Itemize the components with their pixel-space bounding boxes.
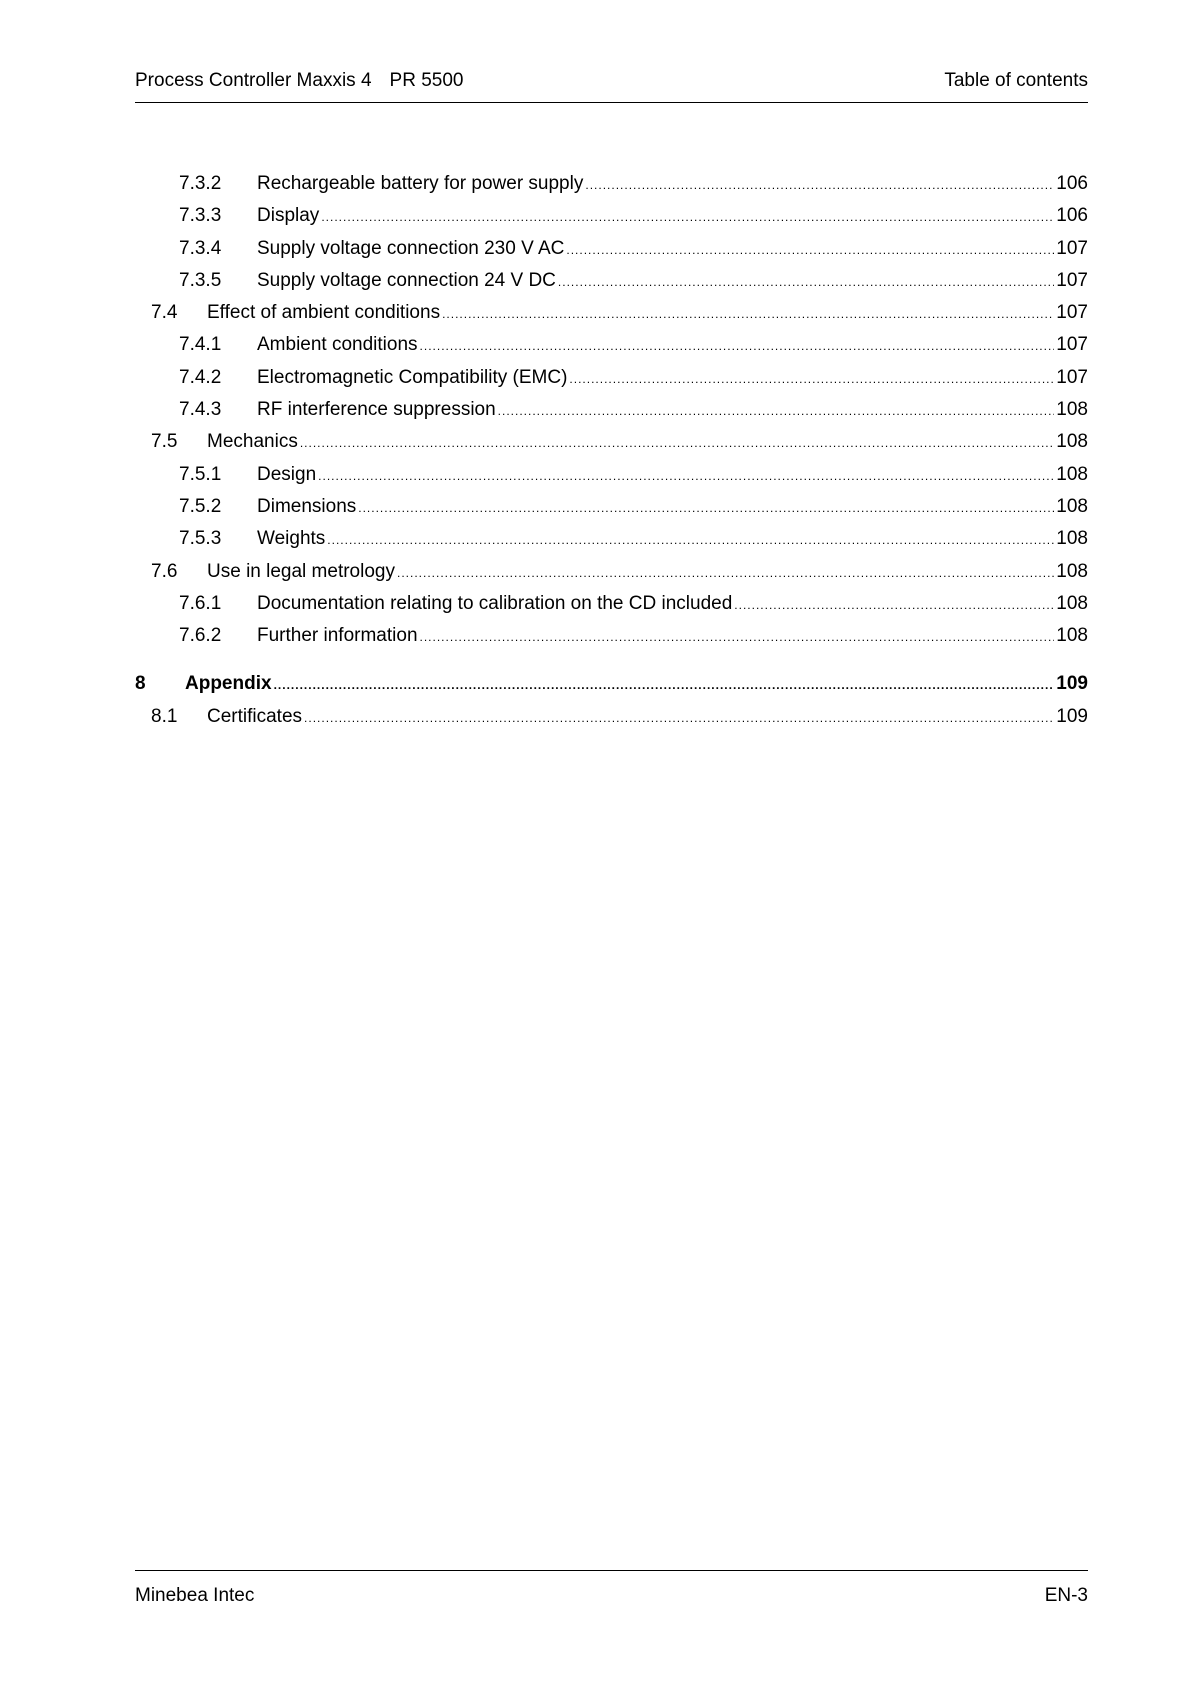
header-model: PR 5500 [389,70,464,91]
page-header [135,70,1088,103]
header-section: Table of contents [944,70,1088,91]
toc-entry-page: 106 [1056,205,1088,227]
toc-dot-leader [585,169,1054,201]
toc-entry-title: Rechargeable battery for power supply [257,173,584,194]
toc-entry-page: 108 [1056,495,1088,517]
toc-entry-line [257,620,1088,653]
toc-dot-leader [318,460,1054,492]
toc-dot-leader [420,330,1055,362]
toc-dot-leader [498,395,1055,427]
toc-entry-number: 7.6 [151,560,178,582]
toc-entry-number: 7.6.2 [179,625,222,647]
header-document-title [135,70,463,92]
toc-entry-line [257,233,1088,266]
toc-entry-line [257,329,1088,362]
toc-entry-title: Ambient conditions [257,334,418,356]
toc-entry-line [185,668,1088,701]
footer-company: Minebea Intec [135,1585,255,1606]
toc-dot-leader [300,427,1054,459]
toc-entry-number: 7.3.5 [179,269,222,291]
toc-dot-leader [274,669,1055,701]
toc-entry-title: Display [257,205,320,227]
toc-entry-title: Electromagnetic Compatibility (EMC) [257,366,568,388]
toc-dot-leader [558,266,1054,298]
toc-entry-page: 108 [1056,399,1088,421]
toc-entry-page: 109 [1056,673,1088,695]
toc-entry[interactable] [135,491,1088,523]
toc-entry-title: Further information [257,625,418,647]
toc-entry-title: Supply voltage connection 230 V AC [257,237,565,259]
toc-entry-line [257,168,1088,201]
toc-entry-number: 7.3.3 [179,205,222,227]
toc-entry-line [257,491,1088,524]
toc-entry-line [257,523,1088,556]
toc-entry[interactable] [135,168,1088,200]
toc-entry-page: 108 [1056,431,1088,453]
toc-entry-title: Design [257,463,317,485]
toc-entry[interactable] [135,556,1088,588]
toc-entry-number: 7.4.3 [179,399,222,421]
toc-dot-leader [566,234,1054,266]
toc-entry[interactable] [135,426,1088,458]
toc-entry-title: Use in legal metrology [207,560,395,582]
toc-entry-line [257,588,1088,621]
toc-entry-page: 107 [1056,269,1088,291]
toc-entry-title: Supply voltage connection 24 V DC [257,269,556,291]
toc-entry-line [207,297,1088,330]
toc-entry[interactable] [135,233,1088,265]
toc-dot-leader [304,702,1054,734]
toc-entry-number: 8 [135,673,146,695]
table-of-contents [135,168,1088,733]
toc-entry-number: 7.5.3 [179,528,222,550]
toc-dot-leader [569,363,1054,395]
toc-entry-number: 7.5.1 [179,463,222,485]
toc-entry[interactable] [135,588,1088,620]
toc-entry-number: 7.3.2 [179,173,222,194]
toc-entry-page: 108 [1056,592,1088,614]
toc-entry-line [257,362,1088,395]
toc-entry[interactable] [135,701,1088,733]
toc-entry-title: RF interference suppression [257,399,496,421]
toc-entry-title: Appendix [185,673,272,695]
toc-entry-page: 108 [1056,463,1088,485]
toc-dot-leader [734,589,1054,621]
toc-entry[interactable] [135,362,1088,394]
toc-entry[interactable] [135,620,1088,652]
toc-entry-line [257,394,1088,427]
toc-dot-leader [397,557,1054,589]
toc-entry-number: 7.4 [151,302,178,324]
toc-entry-title: Documentation relating to calibration on the CD included [257,592,733,614]
toc-entry-page: 107 [1056,334,1088,356]
toc-entry-page: 107 [1056,237,1088,259]
toc-dot-leader [420,621,1055,653]
toc-entry-number: 7.3.4 [179,237,222,259]
toc-entry-number: 7.4.2 [179,366,222,388]
toc-entry-number: 8.1 [151,705,178,727]
toc-entry[interactable] [135,668,1088,700]
toc-entry-number: 7.5.2 [179,495,222,517]
toc-entry-page: 108 [1056,560,1088,582]
toc-entry-page: 107 [1056,366,1088,388]
toc-entry-line [207,701,1088,734]
toc-entry-title: Certificates [207,705,303,727]
toc-entry-title: Dimensions [257,495,357,517]
toc-dot-leader [358,492,1054,524]
toc-entry-title: Weights [257,528,326,550]
toc-entry-page: 106 [1056,173,1088,194]
toc-entry[interactable] [135,329,1088,361]
toc-dot-leader [327,524,1054,556]
toc-entry[interactable] [135,394,1088,426]
toc-entry-line [257,265,1088,298]
toc-entry-number: 7.5 [151,431,178,453]
toc-entry-page: 108 [1056,625,1088,647]
toc-entry[interactable] [135,459,1088,491]
toc-entry-page: 109 [1056,705,1088,727]
toc-entry-number: 7.4.1 [179,334,222,356]
toc-entry-page: 107 [1056,302,1088,324]
toc-dot-leader [321,201,1054,233]
toc-entry-line [257,459,1088,492]
toc-entry-line [207,426,1088,459]
toc-entry-line [207,556,1088,589]
toc-entry[interactable] [135,297,1088,329]
toc-entry[interactable] [135,200,1088,232]
page-footer [135,1570,1088,1606]
toc-entry-page: 108 [1056,528,1088,550]
toc-entry-line [257,200,1088,233]
toc-entry[interactable] [135,523,1088,555]
toc-entry-title: Effect of ambient conditions [207,302,441,324]
toc-entry-title: Mechanics [207,431,298,453]
toc-entry-number: 7.6.1 [179,592,222,614]
footer-page-number: EN-3 [1044,1585,1088,1606]
header-product: Process Controller Maxxis 4 [135,70,372,91]
toc-dot-leader [442,298,1054,330]
toc-entry[interactable] [135,265,1088,297]
